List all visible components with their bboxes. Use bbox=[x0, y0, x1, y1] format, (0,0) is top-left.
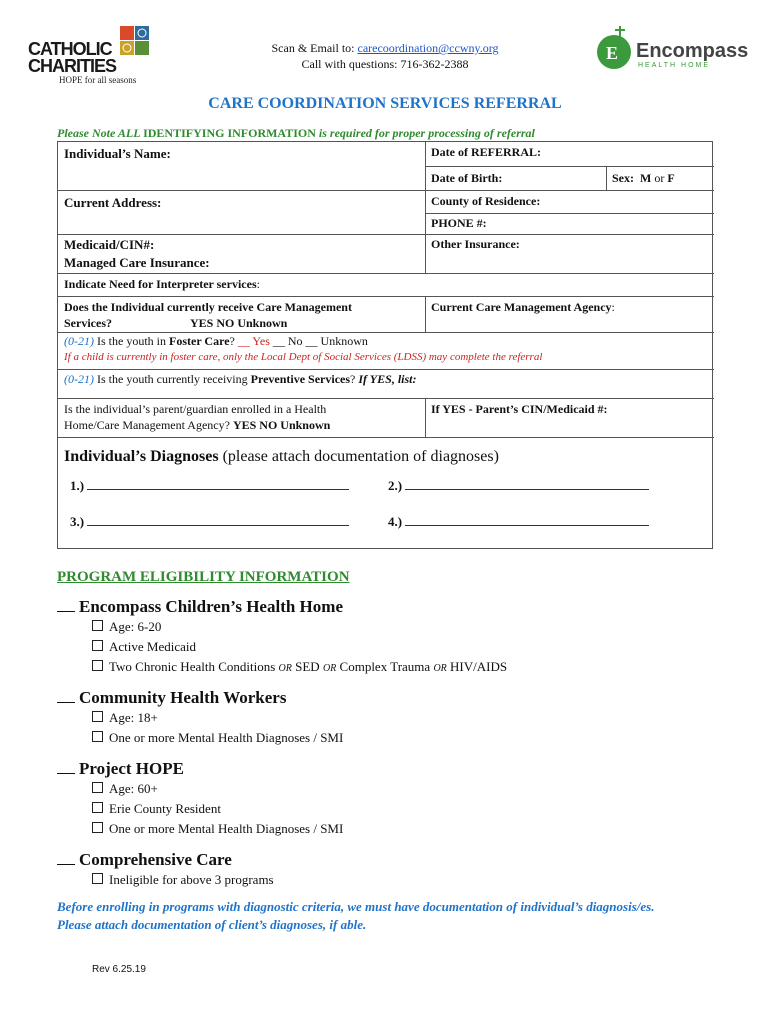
diag-3-blank[interactable] bbox=[87, 514, 349, 526]
program-chw bbox=[57, 688, 286, 708]
table-rule bbox=[58, 234, 714, 235]
encompass-mark-icon bbox=[594, 26, 634, 70]
criterion-item bbox=[92, 801, 221, 817]
sex-or: or bbox=[654, 171, 665, 185]
encompass-name: Encompass bbox=[636, 40, 749, 62]
table-rule bbox=[606, 166, 607, 190]
chronic-d: HIV/AIDS bbox=[446, 659, 508, 674]
chronic-c: Complex Trauma bbox=[336, 659, 434, 674]
date-referral-label: Date of REFERRAL: bbox=[431, 145, 541, 159]
criterion-text: Ineligible for above 3 programs bbox=[109, 872, 274, 887]
medicaid-label: Medicaid/CIN#: bbox=[64, 237, 155, 252]
individual-name-label: Individual’s Name: bbox=[64, 146, 171, 161]
table-rule bbox=[58, 437, 714, 438]
program-comprehensive-care bbox=[57, 850, 232, 870]
diagnosis-1 bbox=[70, 478, 349, 494]
parent-options: YES NO Unknown bbox=[232, 418, 331, 432]
foster-care-row bbox=[64, 334, 368, 349]
diag-2-label: 2.) bbox=[388, 478, 403, 493]
foster-b: Foster Care bbox=[169, 334, 230, 348]
diag-sub: (please attach documentation of diagnoses) bbox=[218, 448, 499, 465]
table-rule bbox=[58, 296, 714, 297]
svg-text:E: E bbox=[606, 43, 619, 63]
revision-label: Rev 6.25.19 bbox=[92, 964, 146, 975]
checkbox[interactable] bbox=[92, 822, 103, 833]
chronic-or: OR bbox=[322, 663, 337, 674]
checkbox[interactable] bbox=[92, 711, 103, 722]
note-part-b: IDENTIFYING INFORMATION bbox=[143, 126, 316, 140]
program-select-blank[interactable] bbox=[57, 702, 75, 703]
criterion-text: Age: 6-20 bbox=[109, 619, 162, 634]
sex-field bbox=[612, 171, 675, 186]
form-title: CARE COORDINATION SERVICES REFERRAL bbox=[208, 95, 562, 112]
criterion-item bbox=[92, 872, 274, 888]
diag-3-label: 3.) bbox=[70, 514, 85, 529]
criterion-item bbox=[92, 821, 343, 837]
table-rule bbox=[58, 398, 714, 399]
contact-email-link[interactable]: carecoordination@ccwny.org bbox=[357, 41, 499, 55]
table-rule bbox=[425, 296, 426, 332]
prev-b: Preventive Services bbox=[250, 372, 351, 386]
interpreter-row bbox=[64, 277, 260, 292]
foster-c: ? bbox=[229, 334, 238, 348]
program-select-blank[interactable] bbox=[57, 773, 75, 774]
contact-prefix: Scan & Email to: bbox=[271, 41, 358, 55]
note-part-c: is required for proper processing of referral bbox=[315, 126, 535, 140]
contact-email-line bbox=[210, 40, 560, 56]
cc-logo-mark-icon bbox=[120, 26, 150, 56]
table-rule bbox=[425, 166, 714, 167]
criterion-text: One or more Mental Health Diagnoses / SMI bbox=[109, 730, 344, 745]
parent-question-line2 bbox=[64, 418, 330, 433]
table-rule bbox=[58, 369, 714, 370]
foster-no: __ No __ Unknown bbox=[269, 334, 368, 348]
diagnostic-documentation-note: Before enrolling in programs with diagnostic criteria, we must have documentation of individual’s diagnosis/es. Please attach documentation of client’s diagnoses, if able. bbox=[57, 899, 655, 932]
chronic-or: OR bbox=[278, 663, 292, 674]
cm-q2a: Services? bbox=[64, 316, 112, 330]
prev-c: ? bbox=[350, 372, 359, 386]
parent-q2a: Home/Care Management Agency? bbox=[64, 418, 233, 432]
parent-question-line1: Is the individual’s parent/guardian enrolled in a Health bbox=[64, 402, 327, 416]
sex-f: F bbox=[667, 171, 675, 185]
checkbox[interactable] bbox=[92, 640, 103, 651]
checkbox[interactable] bbox=[92, 802, 103, 813]
diag-1-blank[interactable] bbox=[87, 478, 349, 490]
catholic-charities-logo bbox=[28, 26, 152, 84]
sex-m: M bbox=[640, 171, 652, 185]
cm-question-line2 bbox=[64, 316, 287, 331]
diagnosis-2 bbox=[388, 478, 649, 494]
checkbox[interactable] bbox=[92, 782, 103, 793]
criterion-item bbox=[92, 639, 196, 655]
program-select-blank[interactable] bbox=[57, 611, 75, 612]
table-rule bbox=[58, 190, 714, 191]
criterion-text: Erie County Resident bbox=[109, 801, 221, 816]
chronic-b: SED bbox=[291, 659, 323, 674]
diag-4-label: 4.) bbox=[388, 514, 403, 529]
dob-label: Date of Birth: bbox=[431, 171, 503, 185]
program-select-blank[interactable] bbox=[57, 864, 75, 865]
cc-logo-tagline: HOPE for all seasons bbox=[59, 75, 137, 85]
table-rule bbox=[58, 273, 714, 274]
diagnoses-heading bbox=[64, 448, 499, 466]
cm-options: YES NO Unknown bbox=[189, 316, 288, 330]
foster-note: If a child is currently in foster care, only the Local Dept of Social Services (LDSS) may complete the referral bbox=[64, 351, 543, 363]
managed-care-label: Managed Care Insurance: bbox=[64, 255, 210, 270]
diagnosis-3 bbox=[70, 514, 349, 530]
cm-agency-colon: : bbox=[611, 300, 615, 314]
cc-logo-line2: CHARITIES bbox=[28, 56, 117, 76]
program-name: Community Health Workers bbox=[79, 688, 287, 707]
other-insurance-label: Other Insurance: bbox=[431, 237, 520, 251]
referral-form-table bbox=[57, 141, 713, 549]
checkbox[interactable] bbox=[92, 731, 103, 742]
cm-question-line1: Does the Individual currently receive Care Management bbox=[64, 300, 352, 314]
table-rule bbox=[425, 213, 714, 214]
chronic-or: OR bbox=[433, 663, 447, 674]
contact-info bbox=[210, 40, 560, 72]
criterion-item bbox=[92, 710, 158, 726]
prev-a: Is the youth currently receiving bbox=[94, 372, 251, 386]
preventive-row bbox=[64, 372, 416, 387]
table-rule bbox=[425, 142, 426, 273]
diag-title: Individual’s Diagnoses bbox=[64, 448, 219, 465]
criterion-item bbox=[92, 619, 161, 635]
checkbox[interactable] bbox=[92, 873, 103, 884]
prev-age: (0-21) bbox=[64, 372, 94, 386]
criterion-text: Age: 60+ bbox=[109, 781, 158, 796]
program-project-hope bbox=[57, 759, 184, 779]
note-part-a: Please Note ALL bbox=[57, 126, 144, 140]
criterion-item bbox=[92, 781, 158, 797]
parent-cin-label: If YES - Parent’s CIN/Medicaid #: bbox=[431, 402, 608, 416]
diagnosis-4 bbox=[388, 514, 649, 530]
interpreter-label: Indicate Need for Interpreter services bbox=[64, 277, 257, 291]
program-name: Comprehensive Care bbox=[79, 850, 232, 869]
county-label: County of Residence: bbox=[431, 194, 541, 208]
cm-agency-row bbox=[431, 300, 615, 315]
criterion-text: Active Medicaid bbox=[109, 639, 196, 654]
cm-agency-label: Current Care Management Agency bbox=[431, 300, 612, 314]
contact-phone: Call with questions: 716-362-2388 bbox=[301, 57, 469, 71]
program-name: Encompass Children’s Health Home bbox=[79, 597, 343, 616]
foster-age: (0-21) bbox=[64, 334, 94, 348]
diag-2-blank[interactable] bbox=[405, 478, 649, 490]
criterion-text: One or more Mental Health Diagnoses / SMI bbox=[109, 821, 344, 836]
checkbox[interactable] bbox=[92, 620, 103, 631]
interpreter-colon: : bbox=[256, 277, 260, 291]
program-encompass bbox=[57, 597, 343, 617]
checkbox[interactable] bbox=[92, 660, 103, 671]
criterion-item bbox=[92, 730, 343, 746]
table-rule bbox=[58, 332, 714, 333]
chronic-a: Two Chronic Health Conditions bbox=[109, 659, 279, 674]
diag-4-blank[interactable] bbox=[405, 514, 649, 526]
foster-a: Is the youth in bbox=[94, 334, 169, 348]
encompass-sub: HEALTH HOME bbox=[638, 62, 711, 69]
current-address-label: Current Address: bbox=[64, 195, 162, 210]
diag-1-label: 1.) bbox=[70, 478, 85, 493]
encompass-logo bbox=[594, 26, 749, 74]
program-eligibility-heading: PROGRAM ELIGIBILITY INFORMATION bbox=[57, 569, 350, 585]
criterion-item bbox=[92, 659, 507, 675]
program-name: Project HOPE bbox=[79, 759, 184, 778]
phone-label: PHONE #: bbox=[431, 216, 487, 230]
cc-logo-line1: CATHOLIC bbox=[28, 39, 112, 59]
criterion-text: Age: 18+ bbox=[109, 710, 158, 725]
foster-yes: __ Yes bbox=[237, 334, 270, 348]
sex-label: Sex: bbox=[612, 171, 634, 185]
prev-d: If YES, list: bbox=[358, 372, 417, 386]
table-rule bbox=[425, 398, 426, 437]
identifying-info-note bbox=[57, 126, 535, 141]
